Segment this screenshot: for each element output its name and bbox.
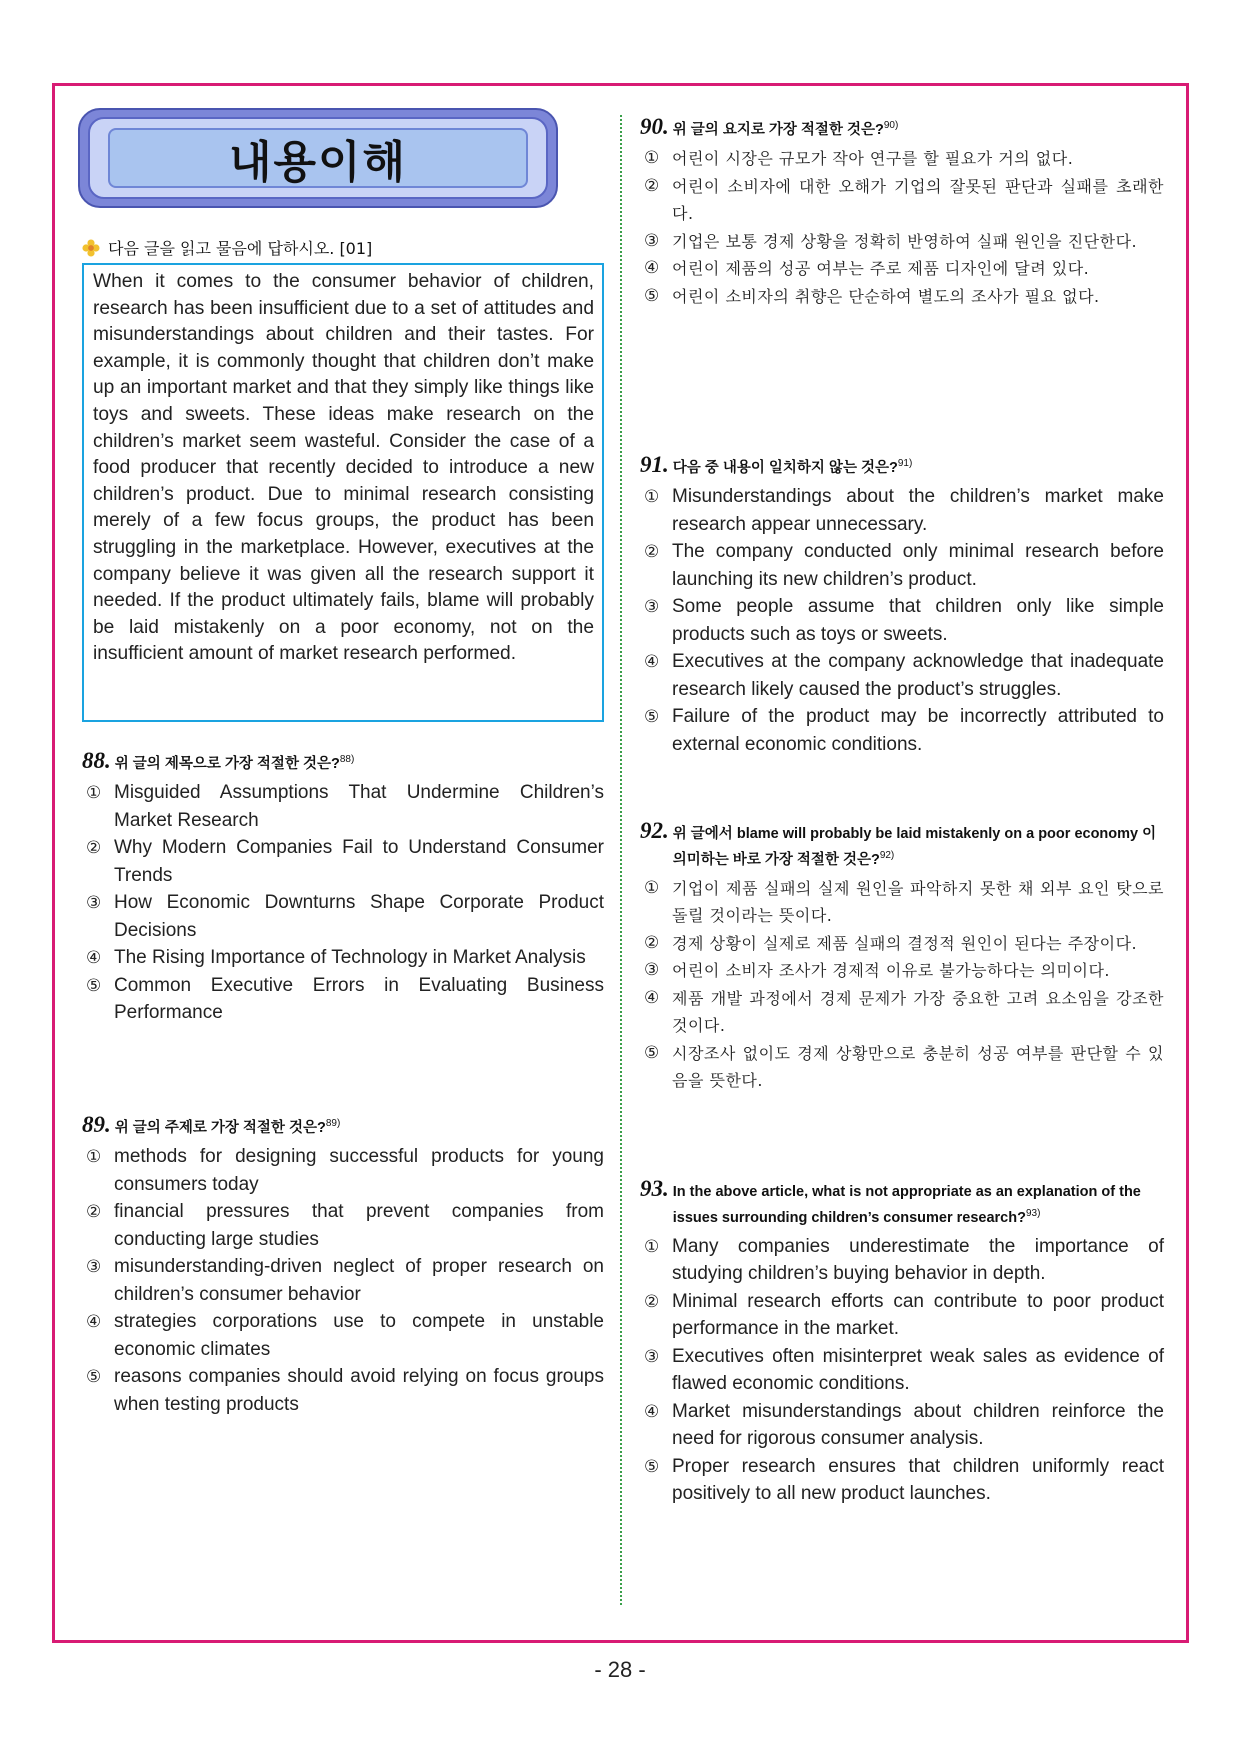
footnote-mark: 88) [339,754,355,766]
option-text: Many companies underestimate the importance of studying children’s buying behavior in depth. [672,1235,1164,1285]
answer-option[interactable] [82,972,604,1027]
instruction [82,236,372,259]
option-text: Failure of the product may be incorrectly attributed to external economic conditions. [672,706,1164,755]
question-text: In the above article, what is not appropriate as an explanation of the issues surrounding children’s consumer research? [672,1184,1141,1226]
answer-option[interactable] [640,648,1164,703]
option-marker: ① [644,148,660,168]
question-number: 91. [640,452,669,477]
option-text: The Rising Importance of Technology in Market Analysis [114,947,586,968]
question-text: 위 글의 주제로 가장 적절한 것은? [114,1120,326,1136]
question-number: 90. [640,114,669,139]
option-marker: ① [644,1236,660,1256]
option-marker: ④ [644,652,660,671]
option-text: 어린이 제품의 성공 여부는 주로 제품 디자인에 달려 있다. [672,259,1090,278]
option-text: 어린이 소비자의 취향은 단순하여 별도의 조사가 필요 없다. [672,286,1100,306]
question-91 [640,452,1164,758]
option-marker: ② [644,175,660,196]
options [640,1233,1164,1508]
question-89 [82,1112,604,1418]
option-marker: ① [86,1147,102,1166]
answer-option[interactable] [82,834,604,889]
answer-option[interactable] [82,889,604,944]
answer-option[interactable] [82,1308,604,1363]
answer-option[interactable] [640,985,1164,1040]
option-text: Executives often misinterpret weak sales as evidence of flawed economic conditions. [672,1345,1164,1395]
answer-option[interactable] [640,483,1164,538]
option-marker: ② [86,838,102,857]
option-marker: ③ [644,230,660,251]
question-text: 위 글의 요지로 가장 적절한 것은? [672,122,884,138]
answer-option[interactable] [640,1398,1164,1453]
answer-option[interactable] [640,1233,1164,1288]
answer-option[interactable] [640,1343,1164,1398]
option-text: Misguided Assumptions That Undermine Children’s Market Research [114,782,604,831]
option-text: 어린이 소비자 조사가 경제적 이유로 불가능하다는 의미이다. [672,961,1111,981]
question-text: 다음 중 내용이 일치하지 않는 것은? [672,460,898,476]
answer-option[interactable] [640,283,1164,311]
answer-option[interactable] [82,1198,604,1253]
question-88 [82,748,604,1027]
option-text: Executives at the company acknowledge that inadequate research likely caused the product’s struggles. [672,651,1164,700]
option-marker: ⑤ [644,1042,660,1063]
option-text: Proper research ensures that children uniformly react positively to all new product launches. [672,1455,1164,1505]
option-text: strategies corporations use to compete in unstable economic climates [114,1311,604,1360]
answer-option[interactable] [640,957,1164,985]
answer-option[interactable] [82,1253,604,1308]
column-divider [620,115,622,1605]
question-92 [640,818,1164,1095]
answer-option[interactable] [82,944,604,972]
option-marker: ⑤ [86,1367,102,1386]
option-marker: ② [644,932,660,953]
option-text: Minimal research efforts can contribute to poor product performance in the market. [672,1290,1164,1340]
page-number: - 28 - [594,1657,646,1682]
question-number: 88. [82,748,111,773]
answer-option[interactable] [640,145,1164,173]
option-marker: ④ [644,987,660,1008]
option-marker: ⑤ [644,285,660,306]
reading-passage: When it comes to the consumer behavior of children, research has been insufficient due to a set of attitudes and misunderstandings about children and their tastes. For example, it is commonly thought that children don’t make up an important market and that they simply like things like toys and sweets. These ideas make research on the children’s market seem wasteful. Consider the case of a food producer that recently decided to introduce a new children’s product. Due to minimal research consisting merely of a few focus groups, the product has been struggling in the marketplace. However, executives at the company believe it was given all the research support it needed. If the product ultimately fails, blame will probably be laid mistakenly on a poor economy, not on the insufficient amount of market research performed. [82,263,604,722]
option-text: Market misunderstandings about children reinforce the need for rigorous consumer analysis. [672,1400,1164,1450]
answer-option[interactable] [82,1363,604,1418]
option-text: 경제 상황이 실제로 제품 실패의 결정적 원인이 된다는 주장이다. [672,933,1138,953]
answer-option[interactable] [640,593,1164,648]
option-marker: ③ [644,960,660,981]
options [640,875,1164,1095]
question-text: 위 글에서 blame will probably be laid mistakenly on a poor economy 이 의미하는 바로 가장 적절한 것은? [672,826,1157,868]
section-banner [78,108,558,208]
option-marker: ③ [86,1257,102,1276]
option-text: Common Executive Errors in Evaluating Business Performance [114,974,604,1023]
option-marker: ④ [86,948,102,967]
question-number: 92. [640,818,669,843]
option-marker: ③ [86,893,102,912]
footnote-mark: 92) [879,850,895,861]
question-93 [640,1176,1164,1508]
option-marker: ⑤ [644,707,660,726]
flower-icon [82,239,100,257]
question-text: 위 글의 제목으로 가장 적절한 것은? [114,756,340,772]
section-title: 내용이해 [108,128,528,188]
option-text: 제품 개발 과정에서 경제 문제가 가장 중요한 고려 요소임을 강조한 것이다. [672,988,1164,1036]
option-marker: ④ [644,258,660,278]
footnote-mark: 91) [897,458,913,470]
options [640,145,1164,310]
option-marker: ③ [644,597,660,616]
question-90 [640,114,1164,310]
option-marker: ⑤ [86,975,102,995]
option-text: 어린이 시장은 규모가 작아 연구를 할 필요가 거의 없다. [672,149,1074,168]
answer-option[interactable] [640,703,1164,758]
option-marker: ① [86,783,102,802]
option-marker: ② [644,542,660,561]
answer-option[interactable] [640,875,1164,930]
question-number: 89. [82,1112,111,1137]
answer-option[interactable] [640,1453,1164,1508]
option-marker: ⑤ [644,1456,660,1476]
answer-option[interactable] [640,1288,1164,1343]
answer-option[interactable] [640,173,1164,228]
question-number: 93. [640,1176,669,1201]
option-text: reasons companies should avoid relying on focus groups when testing products [114,1366,604,1415]
option-text: 기업은 보통 경제 상황을 정확히 반영하여 실패 원인을 진단한다. [672,231,1138,251]
option-marker: ② [86,1202,102,1221]
option-marker: ② [644,1291,660,1311]
option-marker: ③ [644,1346,660,1366]
option-text: Some people assume that children only like simple products such as toys or sweets. [672,596,1164,645]
instruction-text: 다음 글을 읽고 물음에 답하시오. [01] [108,239,373,258]
options [82,1143,604,1418]
option-text: Why Modern Companies Fail to Understand Consumer Trends [114,837,604,886]
option-text: 시장조사 없이도 경제 상황만으로 충분히 성공 여부를 판단할 수 있음을 뜻한다. [672,1043,1164,1091]
option-text: Misunderstandings about the children’s market make research appear unnecessary. [672,486,1164,535]
answer-option[interactable] [640,1040,1164,1095]
answer-option[interactable] [640,538,1164,593]
footnote-mark: 89) [325,1118,341,1130]
option-text: How Economic Downturns Shape Corporate Product Decisions [114,892,604,941]
answer-option[interactable] [640,228,1164,256]
option-text: 기업이 제품 실패의 실제 원인을 파악하지 못한 채 외부 요인 탓으로 돌릴 것이라는 뜻이다. [672,878,1164,926]
options [640,483,1164,758]
option-marker: ④ [86,1312,102,1331]
option-marker: ① [644,487,660,506]
option-marker: ① [644,877,660,898]
options [82,779,604,1027]
answer-option[interactable] [82,1143,604,1198]
answer-option[interactable] [640,930,1164,958]
answer-option[interactable] [640,255,1164,283]
option-marker: ④ [644,1401,660,1421]
option-text: The company conducted only minimal research before launching its new children’s product. [672,541,1164,590]
footnote-mark: 90) [883,120,899,132]
option-text: methods for designing successful products for young consumers today [114,1146,604,1195]
option-text: misunderstanding-driven neglect of proper research on children’s consumer behavior [114,1256,604,1305]
footnote-mark: 93) [1025,1208,1041,1219]
option-text: financial pressures that prevent companies from conducting large studies [114,1201,604,1250]
option-text: 어린이 소비자에 대한 오해가 기업의 잘못된 판단과 실패를 초래한다. [672,176,1164,223]
answer-option[interactable] [82,779,604,834]
